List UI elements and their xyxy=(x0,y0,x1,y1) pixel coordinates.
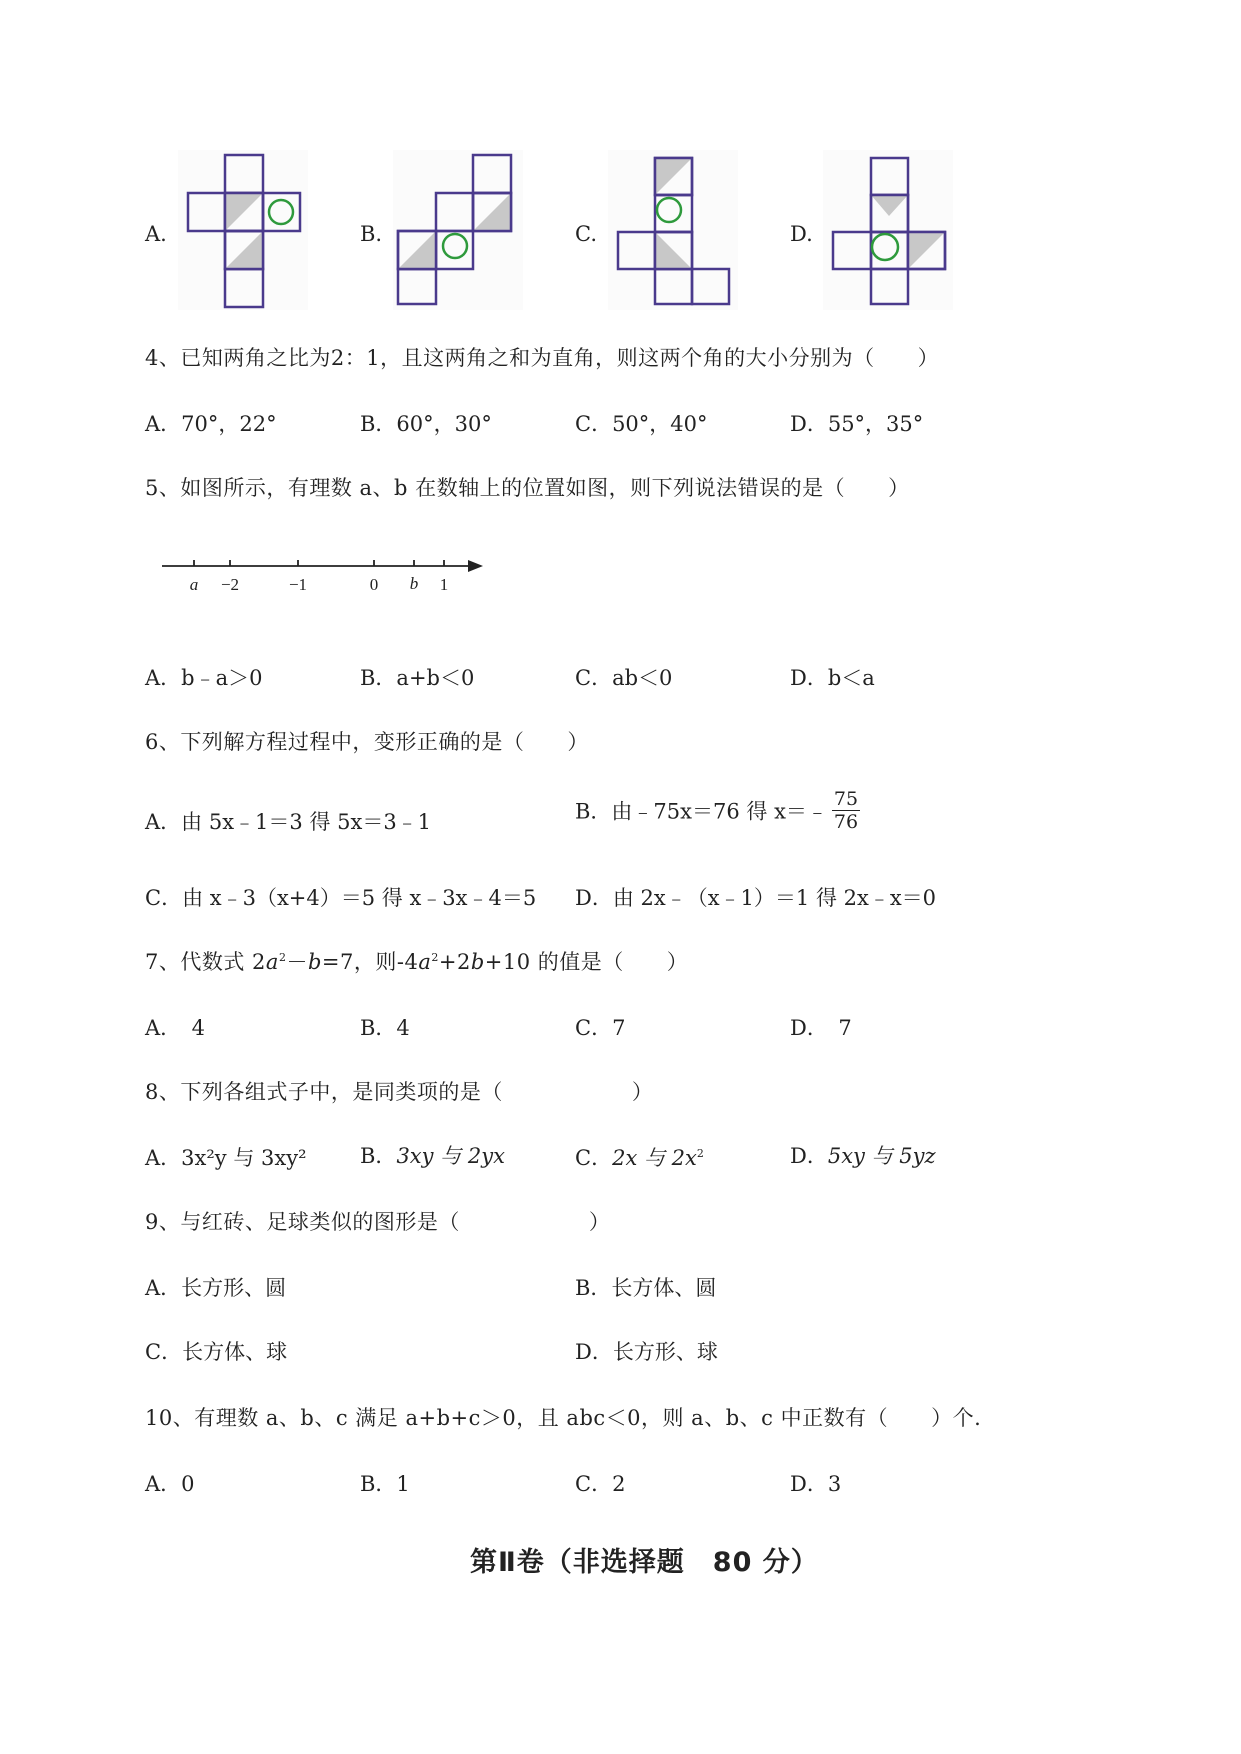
q7-text-2: － xyxy=(286,950,308,974)
axis-label-b: b xyxy=(409,574,419,593)
question-5-option-d: D．b＜a xyxy=(790,666,875,690)
question-6-option-b-text: B．由﹣75x＝76 得 x＝﹣ xyxy=(575,799,828,824)
question-7-option-d: D． 7 xyxy=(790,1016,852,1040)
question-7-option-b: B．4 xyxy=(360,1016,410,1040)
question-9-option-b: B．长方体、圆 xyxy=(575,1276,717,1300)
q7-var-b2: b xyxy=(470,950,485,974)
fraction-numerator: 75 xyxy=(833,788,859,810)
q3-option-c-label: C. xyxy=(575,222,597,246)
question-8-option-a: A．3x²y 与 3xy² xyxy=(145,1146,307,1170)
question-8-option-c xyxy=(575,1142,704,1172)
question-7-option-a: A． 4 xyxy=(145,1016,206,1040)
question-6-option-a: A．由 5x﹣1＝3 得 5x＝3﹣1 xyxy=(145,810,432,834)
axis-label-neg1: −1 xyxy=(288,575,308,594)
question-6-option-c: C．由 x﹣3（x+4）＝5 得 x﹣3x﹣4＝5 xyxy=(145,886,537,910)
question-6-stem: 6、下列解方程过程中，变形正确的是（ ） xyxy=(145,730,589,754)
q7-exp: 2 xyxy=(278,951,287,964)
question-5-stem: 5、如图所示，有理数 a、b 在数轴上的位置如图，则下列说法错误的是（ ） xyxy=(145,476,910,500)
question-8-stem: 8、下列各组式子中，是同类项的是（ ） xyxy=(145,1080,654,1104)
q8-b-expr: 3xy 与 2yx xyxy=(396,1144,505,1168)
axis-label-0: 0 xyxy=(369,575,379,594)
question-5-option-a: A．b﹣a＞0 xyxy=(145,666,263,690)
question-10-option-b: B．1 xyxy=(360,1472,410,1496)
section-title: 第Ⅱ卷（非选择题 80 分） xyxy=(470,1547,819,1578)
q8-c-label: C． xyxy=(575,1146,613,1170)
fraction xyxy=(832,788,860,833)
q3-option-d-cube-net xyxy=(823,150,953,310)
question-8-option-b xyxy=(360,1140,505,1170)
question-4-stem: 4、已知两角之比为2：1，且这两角之和为直角，则这两个角的大小分别为（ ） xyxy=(145,346,940,370)
question-10-option-c: C．2 xyxy=(575,1472,626,1496)
q7-var-a2: a xyxy=(418,950,432,974)
question-6-option-b xyxy=(575,788,860,833)
q7-text-1: 7、代数式 2 xyxy=(145,950,266,974)
q8-b-label: B． xyxy=(360,1144,397,1168)
q3-option-b-label: B. xyxy=(360,222,383,246)
q7-var-a: a xyxy=(265,950,279,974)
question-4-option-a: A．70°，22° xyxy=(145,412,277,436)
q7-var-b: b xyxy=(307,950,322,974)
q7-exp-2: 2 xyxy=(431,951,439,964)
question-4-option-b: B．60°，30° xyxy=(360,412,492,436)
q3-option-c-cube-net xyxy=(608,150,738,310)
question-7-option-c: C．7 xyxy=(575,1016,626,1040)
question-6-option-d: D．由 2x﹣（x﹣1）＝1 得 2x﹣x＝0 xyxy=(575,886,937,910)
q3-option-b-cube-net xyxy=(393,150,523,310)
q8-d-expr: 5xy 与 5yz xyxy=(827,1144,936,1168)
question-10-stem: 10、有理数 a、b、c 满足 a+b+c＞0，且 abc＜0，则 a、b、c 中正数有（ ）个. xyxy=(145,1406,982,1430)
q3-option-a-cube-net xyxy=(178,150,308,310)
question-8-option-d xyxy=(790,1140,936,1170)
q7-text-3: =7，则-4 xyxy=(321,950,419,974)
question-9-stem: 9、与红砖、足球类似的图形是（ ） xyxy=(145,1210,611,1234)
question-4-option-c: C．50°，40° xyxy=(575,412,708,436)
q3-option-a-label: A. xyxy=(145,222,167,246)
q8-c-exp: 2 xyxy=(696,1147,704,1160)
question-9-option-c: C．长方体、球 xyxy=(145,1340,288,1364)
axis-label-a: a xyxy=(189,575,199,594)
axis-label-1: 1 xyxy=(439,575,449,594)
question-9-option-d: D．长方形、球 xyxy=(575,1340,718,1364)
q3-option-d-label: D. xyxy=(790,222,813,246)
question-4-option-d: D．55°，35° xyxy=(790,412,924,436)
question-10-option-d: D．3 xyxy=(790,1472,842,1496)
question-9-option-a: A．长方形、圆 xyxy=(145,1276,287,1300)
question-5-option-c: C．ab＜0 xyxy=(575,666,673,690)
question-5-option-b: B．a+b＜0 xyxy=(360,666,475,690)
number-line xyxy=(150,548,490,598)
fraction-denominator: 76 xyxy=(833,811,859,833)
q7-text-4: +2 xyxy=(438,950,471,974)
question-10-option-a: A．0 xyxy=(145,1472,195,1496)
axis-label-neg2: −2 xyxy=(220,575,240,594)
q7-text-5: +10 的值是（ ） xyxy=(484,950,689,974)
q8-d-label: D． xyxy=(790,1144,828,1168)
question-7-stem xyxy=(145,946,688,976)
q8-c-expr: 2x 与 2x xyxy=(612,1146,697,1170)
